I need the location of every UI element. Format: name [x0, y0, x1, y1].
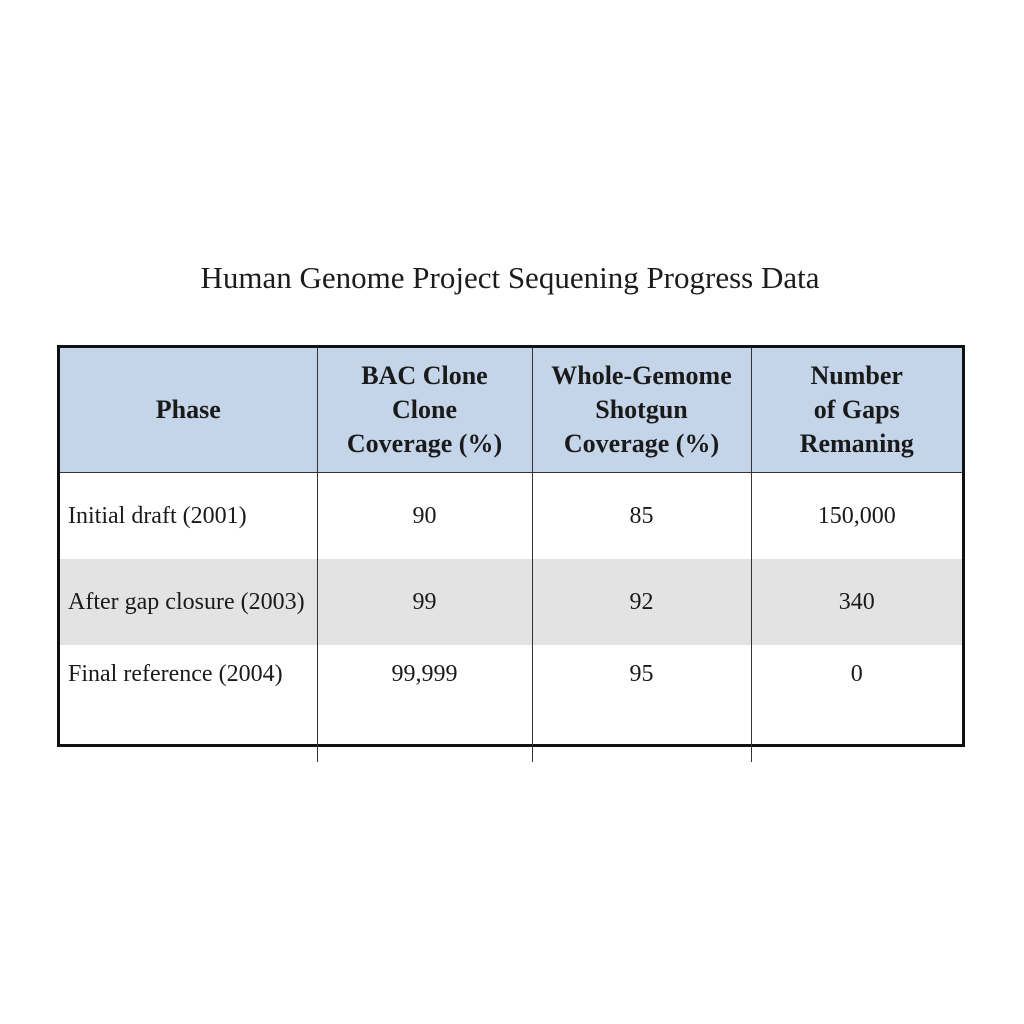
- header-row: [60, 348, 962, 473]
- header-gaps-remaining: Number of Gaps Remaning: [751, 348, 962, 473]
- cell-wgs-coverage: 85: [532, 473, 751, 560]
- table-row: [60, 645, 962, 762]
- cell-phase: Final reference (2004): [60, 645, 317, 762]
- page-title: Human Genome Project Sequening Progress Data: [200, 260, 820, 295]
- cell-wgs-coverage: 92: [532, 559, 751, 645]
- cell-bac-coverage: 90: [317, 473, 532, 560]
- header-phase: Phase: [60, 348, 317, 473]
- cell-gaps: 150,000: [817, 502, 896, 529]
- cell-gaps: 0: [850, 661, 863, 687]
- table-row: [60, 473, 962, 560]
- cell-phase: After gap closure (2003): [60, 559, 317, 645]
- cell-gaps: 340: [751, 559, 962, 645]
- cell-bac-coverage: 99,999: [317, 645, 532, 762]
- data-table: [57, 345, 965, 747]
- header-bac-coverage: BAC Clone Clone Coverage (%): [317, 348, 532, 473]
- cell-bac-coverage: 99: [317, 559, 532, 645]
- table-row: [60, 559, 962, 645]
- header-wgs-coverage: Whole-Gemome Shotgun Coverage (%): [532, 348, 751, 473]
- cell-phase: Initial draft (2001): [60, 473, 317, 560]
- progress-table: [60, 348, 962, 762]
- cell-wgs-coverage: 95: [532, 645, 751, 762]
